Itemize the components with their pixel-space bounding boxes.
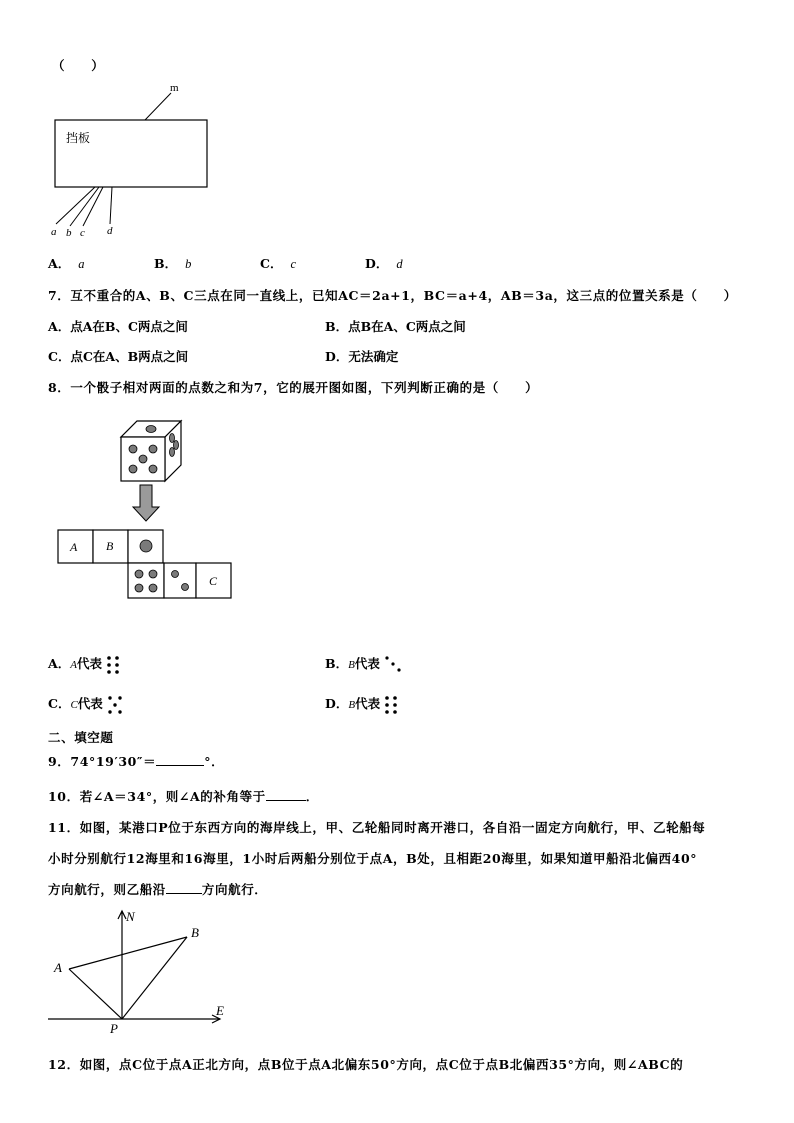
- net-label-a: A: [70, 540, 78, 554]
- q8-option-d[interactable]: D．B代表: [325, 694, 398, 715]
- dice-cube: [121, 421, 181, 481]
- segment-pa: [69, 969, 122, 1019]
- segment-ab: [69, 937, 187, 969]
- segment-pb: [122, 937, 187, 1019]
- q8-option-a[interactable]: A．A代表: [48, 654, 120, 675]
- q10: 10．若∠A＝34°，则∠A的补角等于 ．: [48, 789, 319, 804]
- q6-option-d[interactable]: D． d: [365, 256, 403, 271]
- q6-option-b[interactable]: B． b: [154, 256, 192, 271]
- q11-figure: [44, 905, 244, 1035]
- ray-c: [83, 187, 103, 226]
- q7-option-d[interactable]: D．无法确定: [325, 349, 399, 364]
- label-d: d: [107, 225, 113, 237]
- label-c: c: [80, 227, 85, 239]
- q7-stem: 7．互不重合的A、B、C三点在同一直线上，已知AC＝2a+1，BC＝a+4，AB＝3a，这三点的位置关系是（ ）: [48, 288, 737, 303]
- q9: 9．74°19′30″＝ °．: [48, 754, 225, 769]
- label-b: b: [66, 227, 72, 239]
- q8-stem: 8．一个骰子相对两面的点数之和为7，它的展开图如图，下列判断正确的是（ ）: [48, 380, 539, 395]
- label-n: N: [126, 909, 135, 924]
- q8-option-c[interactable]: C．C代表: [48, 694, 123, 715]
- q7-option-a[interactable]: A．点A在B、C两点之间: [48, 319, 188, 334]
- q6-option-a[interactable]: A． a: [48, 256, 85, 271]
- q11-blank[interactable]: [166, 882, 202, 894]
- q11-line2: 小时分别航行12海里和16海里，1小时后两船分别位于点A，B处，且相距20海里，如果知道甲船沿北偏西40°: [48, 851, 698, 866]
- down-arrow-icon: [133, 485, 159, 521]
- ray-d: [110, 187, 112, 224]
- dots-three-icon: [384, 655, 402, 675]
- dots-five-icon: [107, 695, 123, 715]
- q6-option-c[interactable]: C． c: [260, 256, 297, 271]
- label-a: a: [51, 226, 57, 238]
- q11-line3: 方向航行，则乙船沿 方向航行．: [48, 882, 268, 897]
- label-b: B: [191, 925, 199, 940]
- dots-six-icon: [384, 695, 398, 715]
- q8-option-b[interactable]: B．B代表: [325, 654, 402, 675]
- label-e: E: [216, 1003, 224, 1018]
- q6-paren: （ ）: [52, 58, 105, 73]
- q6-figure: [40, 78, 240, 244]
- q8-dice-figure: [55, 415, 240, 605]
- net-label-b: B: [106, 539, 114, 553]
- q7-option-c[interactable]: C．点C在A、B两点之间: [48, 349, 189, 364]
- q7-option-b[interactable]: B．点B在A、C两点之间: [325, 319, 466, 334]
- q11-line1: 11．如图，某港口P位于东西方向的海岸线上，甲、乙轮船同时离开港口，各自沿一固定方向航行，甲、乙轮船每: [48, 820, 706, 835]
- q9-blank[interactable]: [156, 754, 204, 766]
- dots-six-icon: [106, 655, 120, 675]
- line-m: [145, 93, 171, 120]
- q10-blank[interactable]: [266, 789, 306, 801]
- net-label-c: C: [209, 574, 218, 588]
- label-m: m: [170, 82, 179, 94]
- q12-stem: 12．如图，点C位于点A正北方向，点B位于点A北偏东50°方向，点C位于点B北偏西35°方向，则∠ABC的: [48, 1057, 684, 1072]
- section-heading: 二、填空题: [48, 730, 114, 745]
- board-label: 挡板: [66, 131, 91, 145]
- label-a: A: [54, 960, 62, 975]
- label-p: P: [110, 1021, 118, 1035]
